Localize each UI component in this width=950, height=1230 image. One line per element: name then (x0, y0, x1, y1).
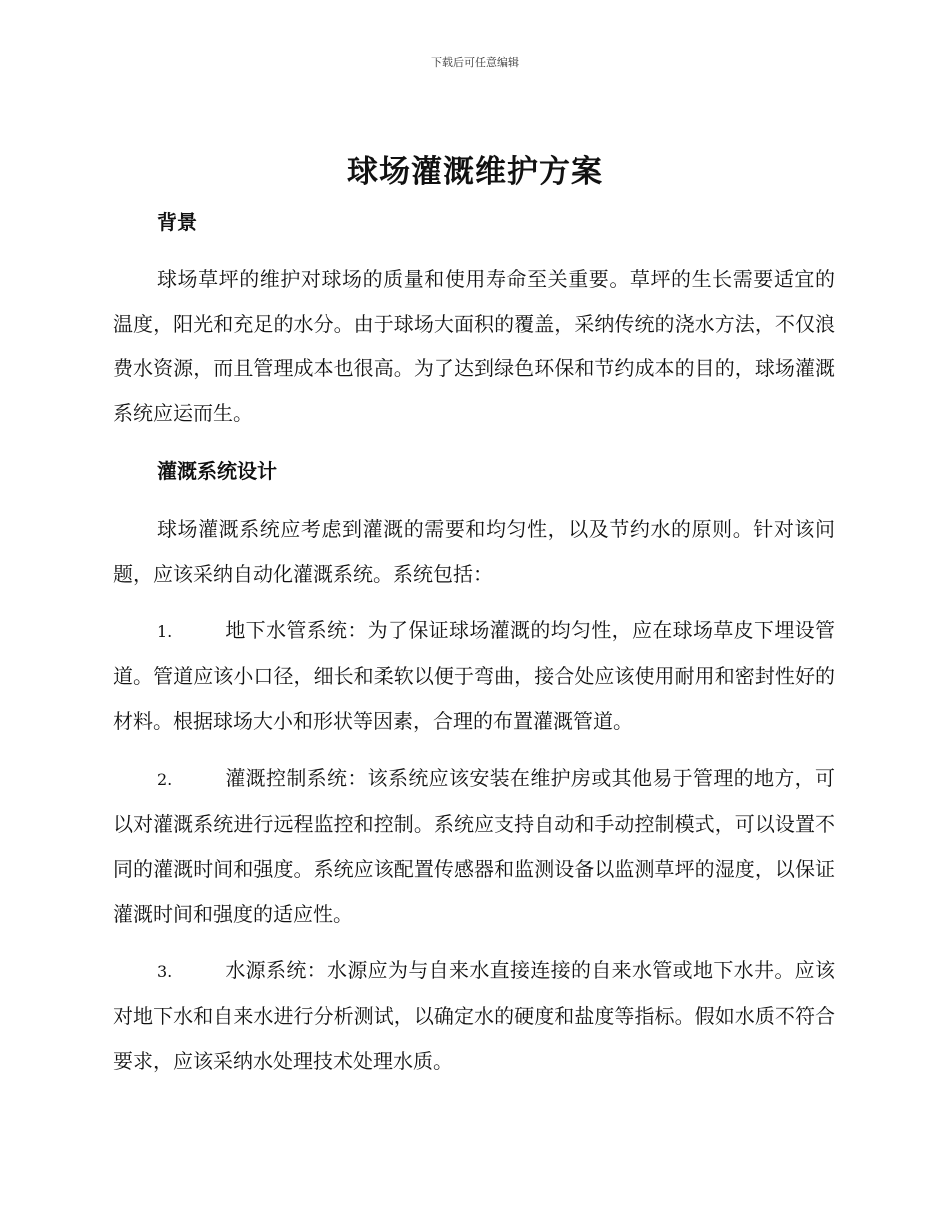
page-title: 球场灌溉维护方案 (347, 154, 603, 190)
list-item (113, 948, 835, 1084)
list-item-text: 灌溉控制系统：该系统应该安装在维护房或其他易于管理的地方，可以对灌溉系统进行远程监控和控制。系统应支持自动和手动控制模式，可以设置不同的灌溉时间和强度。系统应该配置传感器和监测设备以监测草坪的湿度，以保证灌溉时间和强度的适应性。 (113, 766, 835, 926)
list-item-number: 3. (157, 962, 173, 981)
list-item (113, 756, 835, 937)
list-item (113, 608, 835, 744)
section-heading-background: 背景 (157, 210, 197, 234)
background-paragraph: 球场草坪的维护对球场的质量和使用寿命至关重要。草坪的生长需要适宜的温度，阳光和充足的水分。由于球场大面积的覆盖，采纳传统的浇水方法，不仅浪费水资源，而且管理成本也很高。为了达到绿色环保和节约成本的目的，球场灌溉系统应运而生。 (113, 267, 835, 426)
irrigation-design-paragraph: 球场灌溉系统应考虑到灌溉的需要和均匀性，以及节约水的原则。针对该问题，应该采纳自动化灌溉系统。系统包括： (113, 517, 835, 586)
list-item-text: 地下水管系统：为了保证球场灌溉的均匀性，应在球场草皮下埋设管道。管道应该小口径，细长和柔软以便于弯曲，接合处应该使用耐用和密封性好的材料。根据球场大小和形状等因素，合理的布置灌溉管道。 (113, 618, 835, 733)
header-note: 下载后可任意编辑 (431, 56, 519, 69)
list-item-number: 2. (157, 770, 173, 789)
list-item-text: 水源系统：水源应为与自来水直接连接的自来水管或地下水井。应该对地下水和自来水进行分析测试，以确定水的硬度和盐度等指标。假如水质不符合要求，应该采纳水处理技术处理水质。 (113, 958, 835, 1073)
list-item-number: 1. (157, 622, 173, 641)
section-heading-irrigation-design: 灌溉系统设计 (157, 459, 277, 483)
